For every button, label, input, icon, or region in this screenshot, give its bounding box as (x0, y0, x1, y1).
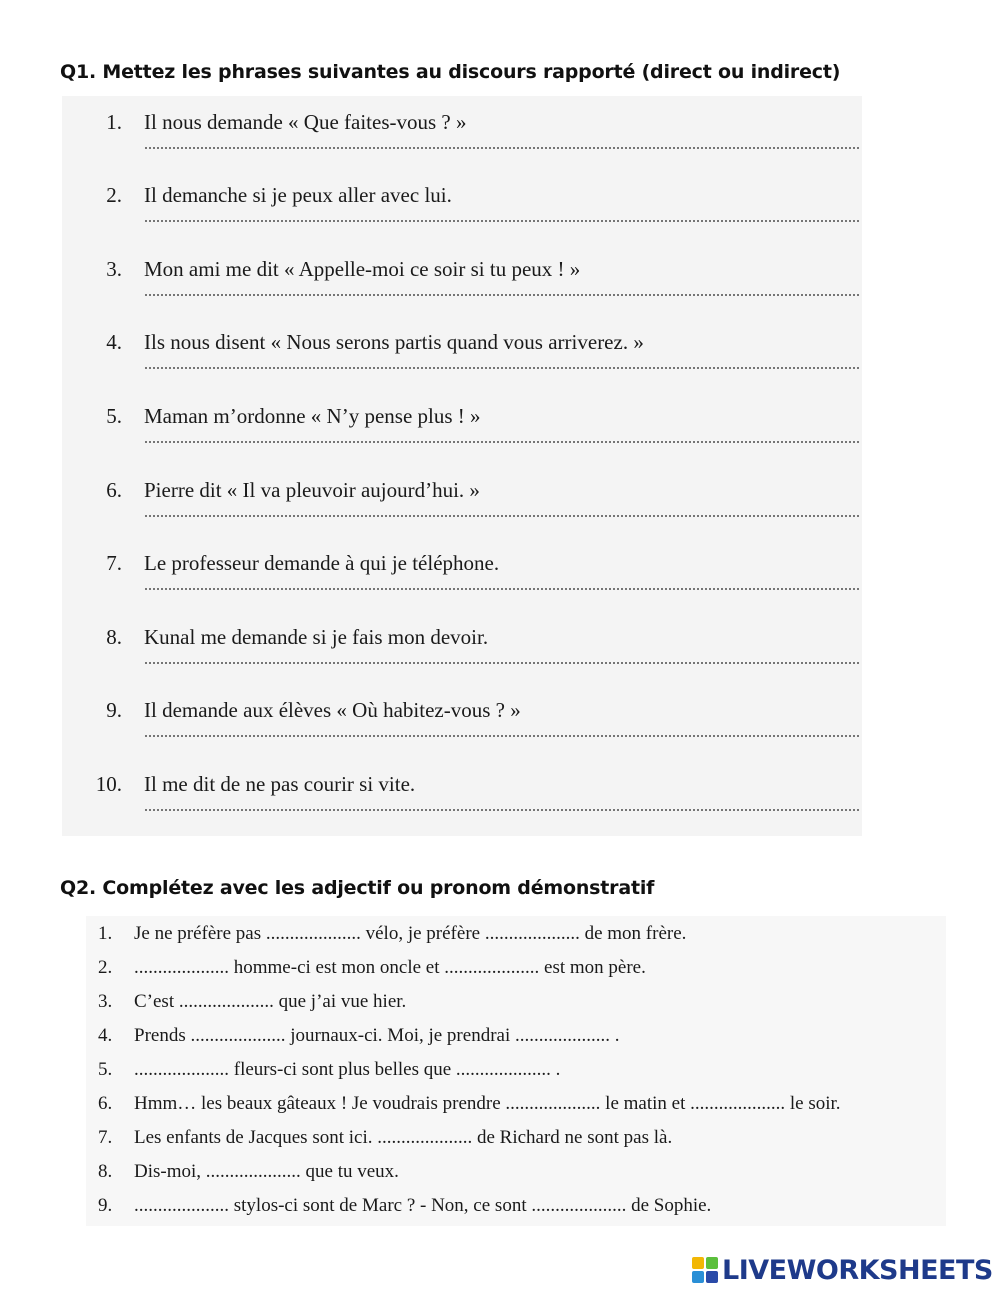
q2-item-text: Les enfants de Jacques sont ici. .................... de Richard ne sont pas là. (134, 1127, 673, 1148)
q1-item (62, 537, 862, 609)
q1-item-text: Il nous demande « Que faites-vous ? » (144, 110, 467, 134)
answer-line (144, 438, 860, 446)
q1-item-text: Ils nous disent « Nous serons partis quand vous arriverez. » (144, 330, 644, 354)
q1-item-number: 3. (106, 257, 122, 281)
answer-line (144, 732, 860, 740)
q1-item (62, 243, 862, 315)
q2-item (86, 1120, 946, 1154)
q1-item-number: 7. (106, 551, 122, 575)
q1-item-number: 2. (106, 183, 122, 207)
q1-item-text: Maman m’ordonne « N’y pense plus ! » (144, 404, 481, 428)
q2-item-text: C’est .................... que j’ai vue hier. (134, 991, 407, 1012)
q2-item-number: 6. (98, 1093, 113, 1114)
q2-item (86, 916, 946, 950)
q2-item (86, 1018, 946, 1052)
q1-item-text: Il demanche si je peux aller avec lui. (144, 183, 452, 207)
answer-line (144, 512, 860, 520)
q1-exercise-image (62, 96, 862, 836)
q2-item-number: 9. (98, 1195, 113, 1216)
q1-item-text: Il demande aux élèves « Où habitez-vous ? » (144, 698, 521, 722)
q1-item-number: 4. (106, 330, 122, 354)
answer-line (144, 659, 860, 667)
q2-item (86, 950, 946, 984)
q1-item-text: Mon ami me dit « Appelle-moi ce soir si tu peux ! » (144, 257, 581, 281)
q1-item (62, 316, 862, 388)
q1-item (62, 464, 862, 536)
q2-item (86, 1086, 946, 1120)
q2-item-text: .................... homme-ci est mon oncle et .................... est mon père. (134, 957, 646, 978)
q2-item-number: 3. (98, 991, 113, 1012)
answer-line (144, 144, 860, 152)
q1-item-number: 10. (95, 772, 122, 796)
q1-item-number: 1. (106, 110, 122, 134)
q2-exercise-image (86, 916, 946, 1226)
logo-text: LIVEWORKSHEETS (722, 1254, 993, 1286)
q2-title: Q2. Complétez avec les adjectif ou pronom démonstratif (60, 877, 655, 899)
q1-item (62, 96, 862, 168)
q1-title: Q1. Mettez les phrases suivantes au discours rapporté (direct ou indirect) (60, 61, 841, 83)
q2-item-number: 4. (98, 1025, 113, 1046)
q2-item-text: Prends .................... journaux-ci. Moi, je prendrai .................... . (134, 1025, 620, 1046)
q2-item (86, 1052, 946, 1086)
q1-item-number: 6. (106, 478, 122, 502)
q1-item (62, 390, 862, 462)
q1-item (62, 169, 862, 241)
q1-item (62, 611, 862, 683)
q1-item (62, 684, 862, 756)
liveworksheets-logo (692, 1252, 993, 1288)
q1-item-text: Le professeur demande à qui je téléphone. (144, 551, 500, 575)
q2-item-text: Je ne préfère pas .................... vélo, je préfère .................... de mon frère. (134, 923, 687, 944)
q2-item-number: 5. (98, 1059, 113, 1080)
answer-line (144, 585, 860, 593)
q2-item-number: 8. (98, 1161, 113, 1182)
q2-item-number: 7. (98, 1127, 113, 1148)
q2-item-text: .................... stylos-ci sont de Marc ? - Non, ce sont .................... de Sophie. (134, 1195, 712, 1216)
q2-item (86, 1154, 946, 1188)
q2-item (86, 984, 946, 1018)
q1-item-text: Il me dit de ne pas courir si vite. (144, 772, 416, 796)
q1-item-number: 8. (106, 625, 122, 649)
q2-item-text: Dis-moi, .................... que tu veux. (134, 1161, 399, 1182)
answer-line (144, 364, 860, 372)
liveworksheets-logo-icon (692, 1257, 718, 1283)
answer-line (144, 291, 860, 299)
q2-item-text: Hmm… les beaux gâteaux ! Je voudrais prendre .................... le matin et .................... le soir. (134, 1093, 841, 1114)
q1-item (62, 758, 862, 830)
q1-item-number: 5. (106, 404, 122, 428)
q1-item-text: Pierre dit « Il va pleuvoir aujourd’hui. » (144, 478, 480, 502)
q1-item-number: 9. (106, 698, 122, 722)
q1-item-text: Kunal me demande si je fais mon devoir. (144, 625, 489, 649)
q2-item-number: 1. (98, 923, 113, 944)
answer-line (144, 217, 860, 225)
q2-item (86, 1188, 946, 1222)
answer-line (144, 806, 860, 814)
q2-item-text: .................... fleurs-ci sont plus belles que .................... . (134, 1059, 561, 1080)
q2-item-number: 2. (98, 957, 113, 978)
